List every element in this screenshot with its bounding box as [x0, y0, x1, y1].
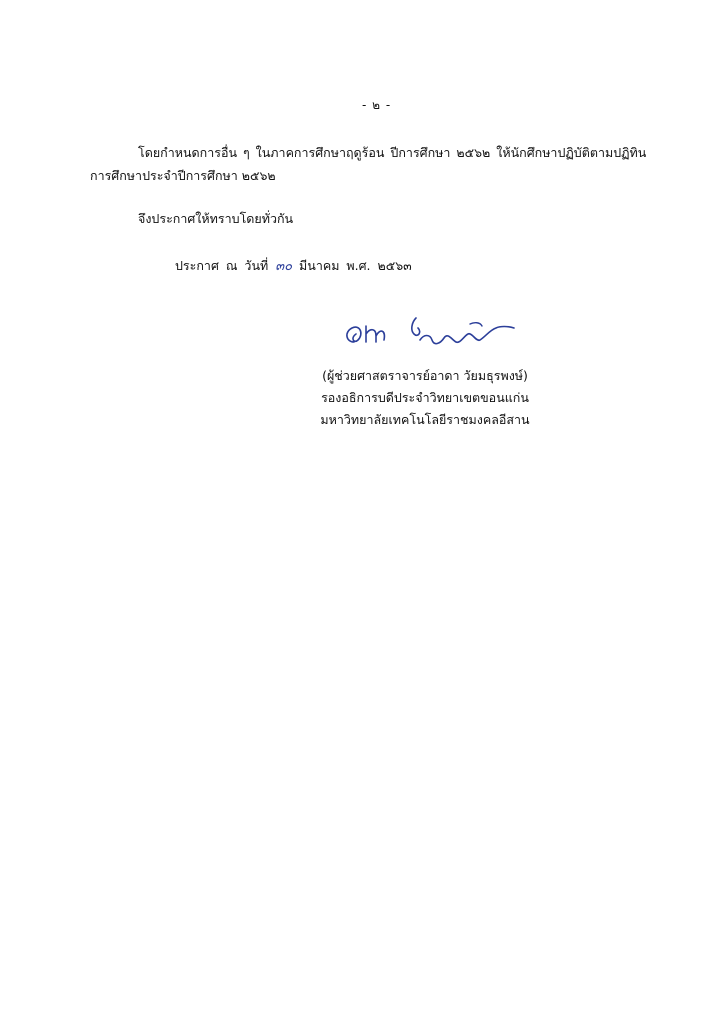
signatory-name: (ผู้ช่วยศาสตราจารย์อาดา วัยมธุรพงษ์): [322, 368, 528, 383]
page-number: - ๒ -: [362, 98, 392, 112]
date-month-year: มีนาคม พ.ศ. ๒๕๖๓: [299, 258, 412, 273]
signatory-position: รองอธิการบดีประจำวิทยาเขตขอนแก่น: [321, 390, 529, 405]
date-prefix: ประกาศ ณ วันที่: [175, 258, 269, 273]
closing-statement: จึงประกาศให้ทราบโดยทั่วกัน: [138, 211, 294, 226]
date-day-handwritten: ๓๐: [275, 259, 293, 274]
paragraph-line-2: การศึกษาประจำปีการศึกษา ๒๕๖๒: [90, 168, 276, 183]
announcement-date: [175, 255, 412, 276]
paragraph-line-1: โดยกำหนดการอื่น ๆ ในภาคการศึกษาฤดูร้อน ปีการศึกษา ๒๕๖๒ ให้นักศึกษาปฏิบัติตามปฏิทิน: [138, 145, 647, 160]
handwritten-signature: [340, 312, 520, 360]
signatory-organization: มหาวิทยาลัยเทคโนโลยีราชมงคลอีสาน: [320, 412, 530, 427]
